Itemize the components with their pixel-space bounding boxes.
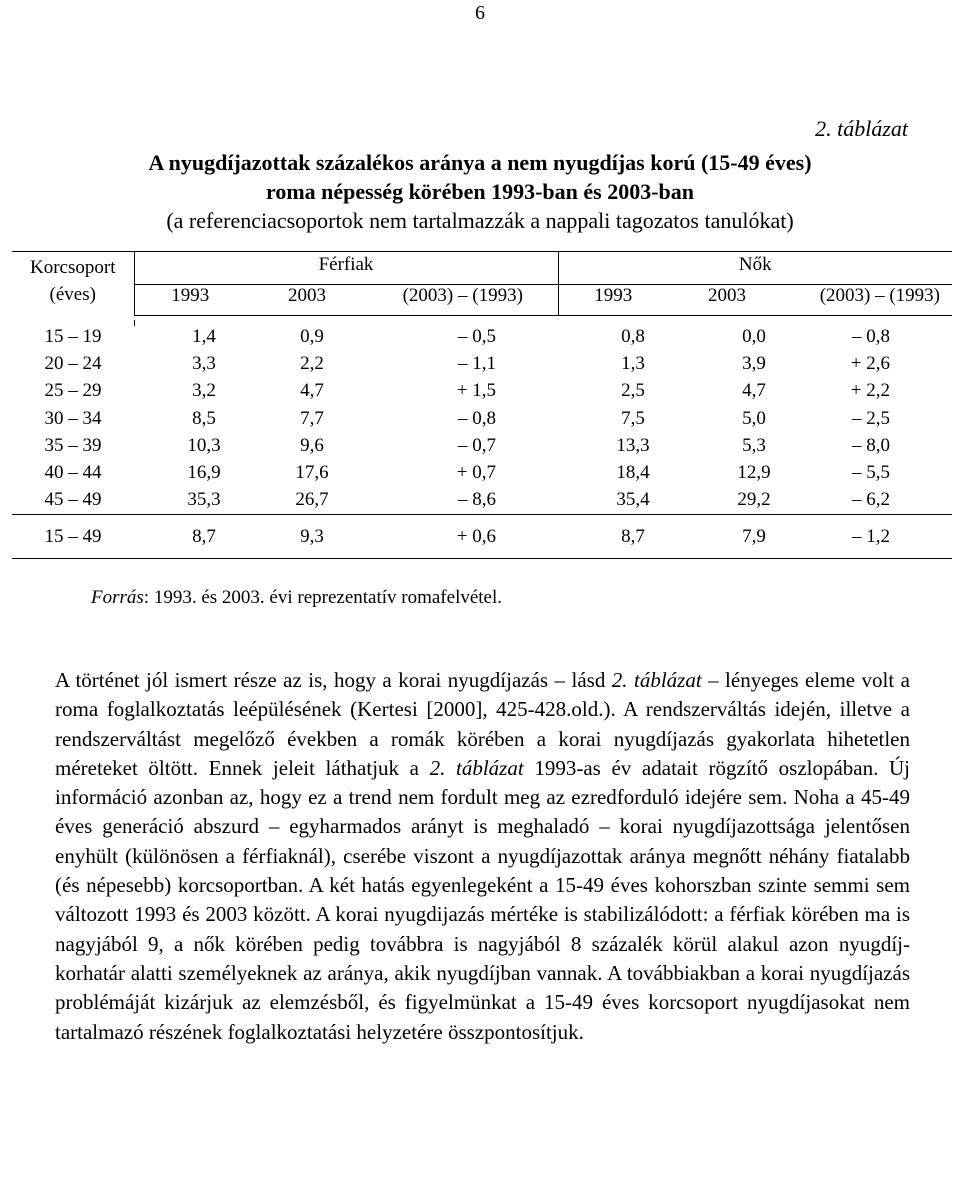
value-cell: 35,3 [187, 489, 221, 511]
korcsoport-header [12, 252, 134, 316]
age-group-cell: 20 – 24 [44, 353, 102, 375]
value-cell: – 1,1 [458, 353, 496, 375]
col-women-diff: (2003) – (1993) [786, 285, 952, 316]
value-cell: 8,7 [192, 526, 216, 547]
value-cell: – 6,2 [852, 489, 890, 511]
table-row [12, 435, 952, 462]
value-cell: 18,4 [616, 462, 650, 483]
age-group-cell: 45 – 49 [44, 489, 102, 511]
value-cell: + 0,6 [456, 526, 496, 547]
value-cell: 2,2 [300, 353, 324, 375]
title-line-3: (a referenciacsoportok nem tartalmazzák a nappali tagozatos tanulókat) [166, 208, 794, 233]
data-table [12, 251, 952, 316]
value-cell: 0,9 [300, 326, 324, 347]
value-cell: – 1,2 [852, 526, 890, 547]
table-row [12, 380, 952, 407]
group-women-header: Nők [558, 252, 952, 285]
table-label [815, 116, 908, 142]
value-cell: 3,9 [742, 353, 766, 375]
korcsoport-unit: (éves) [49, 284, 96, 305]
table-row [12, 408, 952, 435]
value-cell: – 2,5 [852, 407, 890, 429]
value-cell: 4,7 [300, 380, 324, 402]
page-number: 6 [475, 2, 485, 24]
value-cell: 3,3 [192, 353, 216, 375]
value-cell: – 8,6 [458, 489, 496, 511]
title-line-1: A nyugdíjazottak százalékos aránya a nem nyugdíjas korú (15-49 éves) [148, 150, 812, 175]
col-men-2003: 2003 [246, 285, 368, 316]
value-cell: – 0,8 [458, 407, 496, 429]
col-men-1993: 1993 [134, 285, 246, 316]
value-cell: 5,3 [742, 434, 766, 456]
value-cell: + 1,5 [456, 380, 496, 402]
value-cell: 26,7 [295, 489, 329, 511]
value-cell: – 0,5 [458, 326, 496, 347]
value-cell: 1,4 [192, 326, 216, 347]
table-title [0, 148, 960, 235]
body-text-1: A történet jól ismert része az is, hogy a korai nyugdíjazás – lásd [55, 668, 612, 692]
value-cell: 0,0 [742, 326, 766, 347]
value-cell: 7,9 [742, 526, 766, 547]
value-cell: 3,2 [192, 380, 216, 402]
value-cell: 16,9 [187, 462, 221, 483]
table-bottom-line [12, 558, 952, 559]
value-cell: – 8,0 [852, 434, 890, 456]
age-group-cell: 25 – 29 [44, 380, 102, 402]
table-row [12, 489, 952, 516]
korcsoport-divider [134, 320, 135, 326]
table-label-text: 2. táblázat [815, 116, 908, 141]
value-cell: 2,5 [621, 380, 645, 402]
body-text-3: 1993-as év adatait rögzítő oszlopában. Új információ azonban az, hogy ez a trend nem fordult meg az ezredforduló idejére sem. Noha a 45-49 éves generáció abszurd – egyharmados arányt is meghaladó – korai nyugdíjazottsága jelentősen enyhült (különösen a férfiaknál), cserébe viszont a nyugdíjazottak aránya megnőtt néhány fiatalabb (és népesebb) korcsoportban. A két hatás egyenlegeként a 15-49 éves kohorszban szinte semmi sem változott 1993 és 2003 között. A korai nyugdijazás mértéke is stabilizálódott: a férfiak körében ma is nagyjából 9, a nők körében pedig továbbra is nagyjából 8 százalék körül alakul azon nyugdíj-korhatár alatti személyeknek az aránya, akik nyugdíjban vannak. A továbbiakban a korai nyugdíjazás problémáját kizárjuk az elemzésből, és figyelmünkat a 15-49 éves korcsoport nyugdíjasokat nem tartalmazó részének foglalkoztatási helyzetére összpontosítjuk. [55, 755, 911, 1044]
age-group-cell: 40 – 44 [44, 462, 102, 483]
age-group-cell: 30 – 34 [44, 407, 102, 429]
group-men-header: Férfiak [134, 252, 558, 285]
value-cell: 9,3 [300, 526, 324, 547]
value-cell: 17,6 [295, 462, 329, 483]
age-group-cell: 35 – 39 [44, 434, 102, 456]
table-row [12, 353, 952, 380]
korcsoport-label: Korcsoport [30, 257, 116, 278]
value-cell: – 0,7 [458, 434, 496, 456]
total-separator-line [12, 514, 952, 515]
source-label: Forrás [91, 587, 144, 608]
col-women-2003: 2003 [668, 285, 786, 316]
age-group-cell: 15 – 19 [44, 326, 102, 347]
value-cell: 29,2 [737, 489, 771, 511]
body-paragraph [55, 666, 910, 1047]
value-cell: 9,6 [300, 434, 324, 456]
value-cell: 5,0 [742, 407, 766, 429]
value-cell: 1,3 [621, 353, 645, 375]
value-cell: + 0,7 [456, 462, 496, 483]
source-text: : 1993. és 2003. évi reprezentatív romafelvétel. [143, 587, 503, 608]
value-cell: 4,7 [742, 380, 766, 402]
table-reference-1: 2. táblázat [611, 668, 702, 692]
value-cell: 7,5 [621, 407, 645, 429]
value-cell: 7,7 [300, 407, 324, 429]
value-cell: 10,3 [187, 434, 221, 456]
value-cell: 12,9 [737, 462, 771, 483]
value-cell: + 2,6 [850, 353, 890, 375]
value-cell: – 5,5 [852, 462, 890, 483]
col-men-diff: (2003) – (1993) [368, 285, 558, 316]
value-cell: 8,7 [621, 526, 645, 547]
value-cell: 0,8 [621, 326, 645, 347]
table-reference-2: 2. táblázat [429, 755, 524, 780]
value-cell: 13,3 [616, 434, 650, 456]
title-line-2: roma népesség körében 1993-ban és 2003-ban [265, 179, 694, 204]
table-row [12, 326, 952, 353]
header-row-groups [12, 252, 952, 285]
value-cell: + 2,2 [850, 380, 890, 402]
age-group-cell: 15 – 49 [44, 526, 102, 547]
header-row-years [12, 285, 952, 316]
value-cell: – 0,8 [852, 326, 890, 347]
col-women-1993: 1993 [558, 285, 668, 316]
source-note [91, 587, 502, 609]
value-cell: 35,4 [616, 489, 650, 511]
total-row [12, 526, 952, 553]
table-row [12, 462, 952, 489]
body-text-2: – lényeges eleme volt a roma foglalkoztatás leépülésének (Kertesi [2000], 425-428.old.). A rendszerváltás idején, illetve a rendszerváltást megelőző években a romák körében a korai nyugdíjazás gyakorlata hihetetlen méreteket öltött. Ennek jeleit láthatjuk a [55, 668, 910, 780]
value-cell: 8,5 [192, 407, 216, 429]
